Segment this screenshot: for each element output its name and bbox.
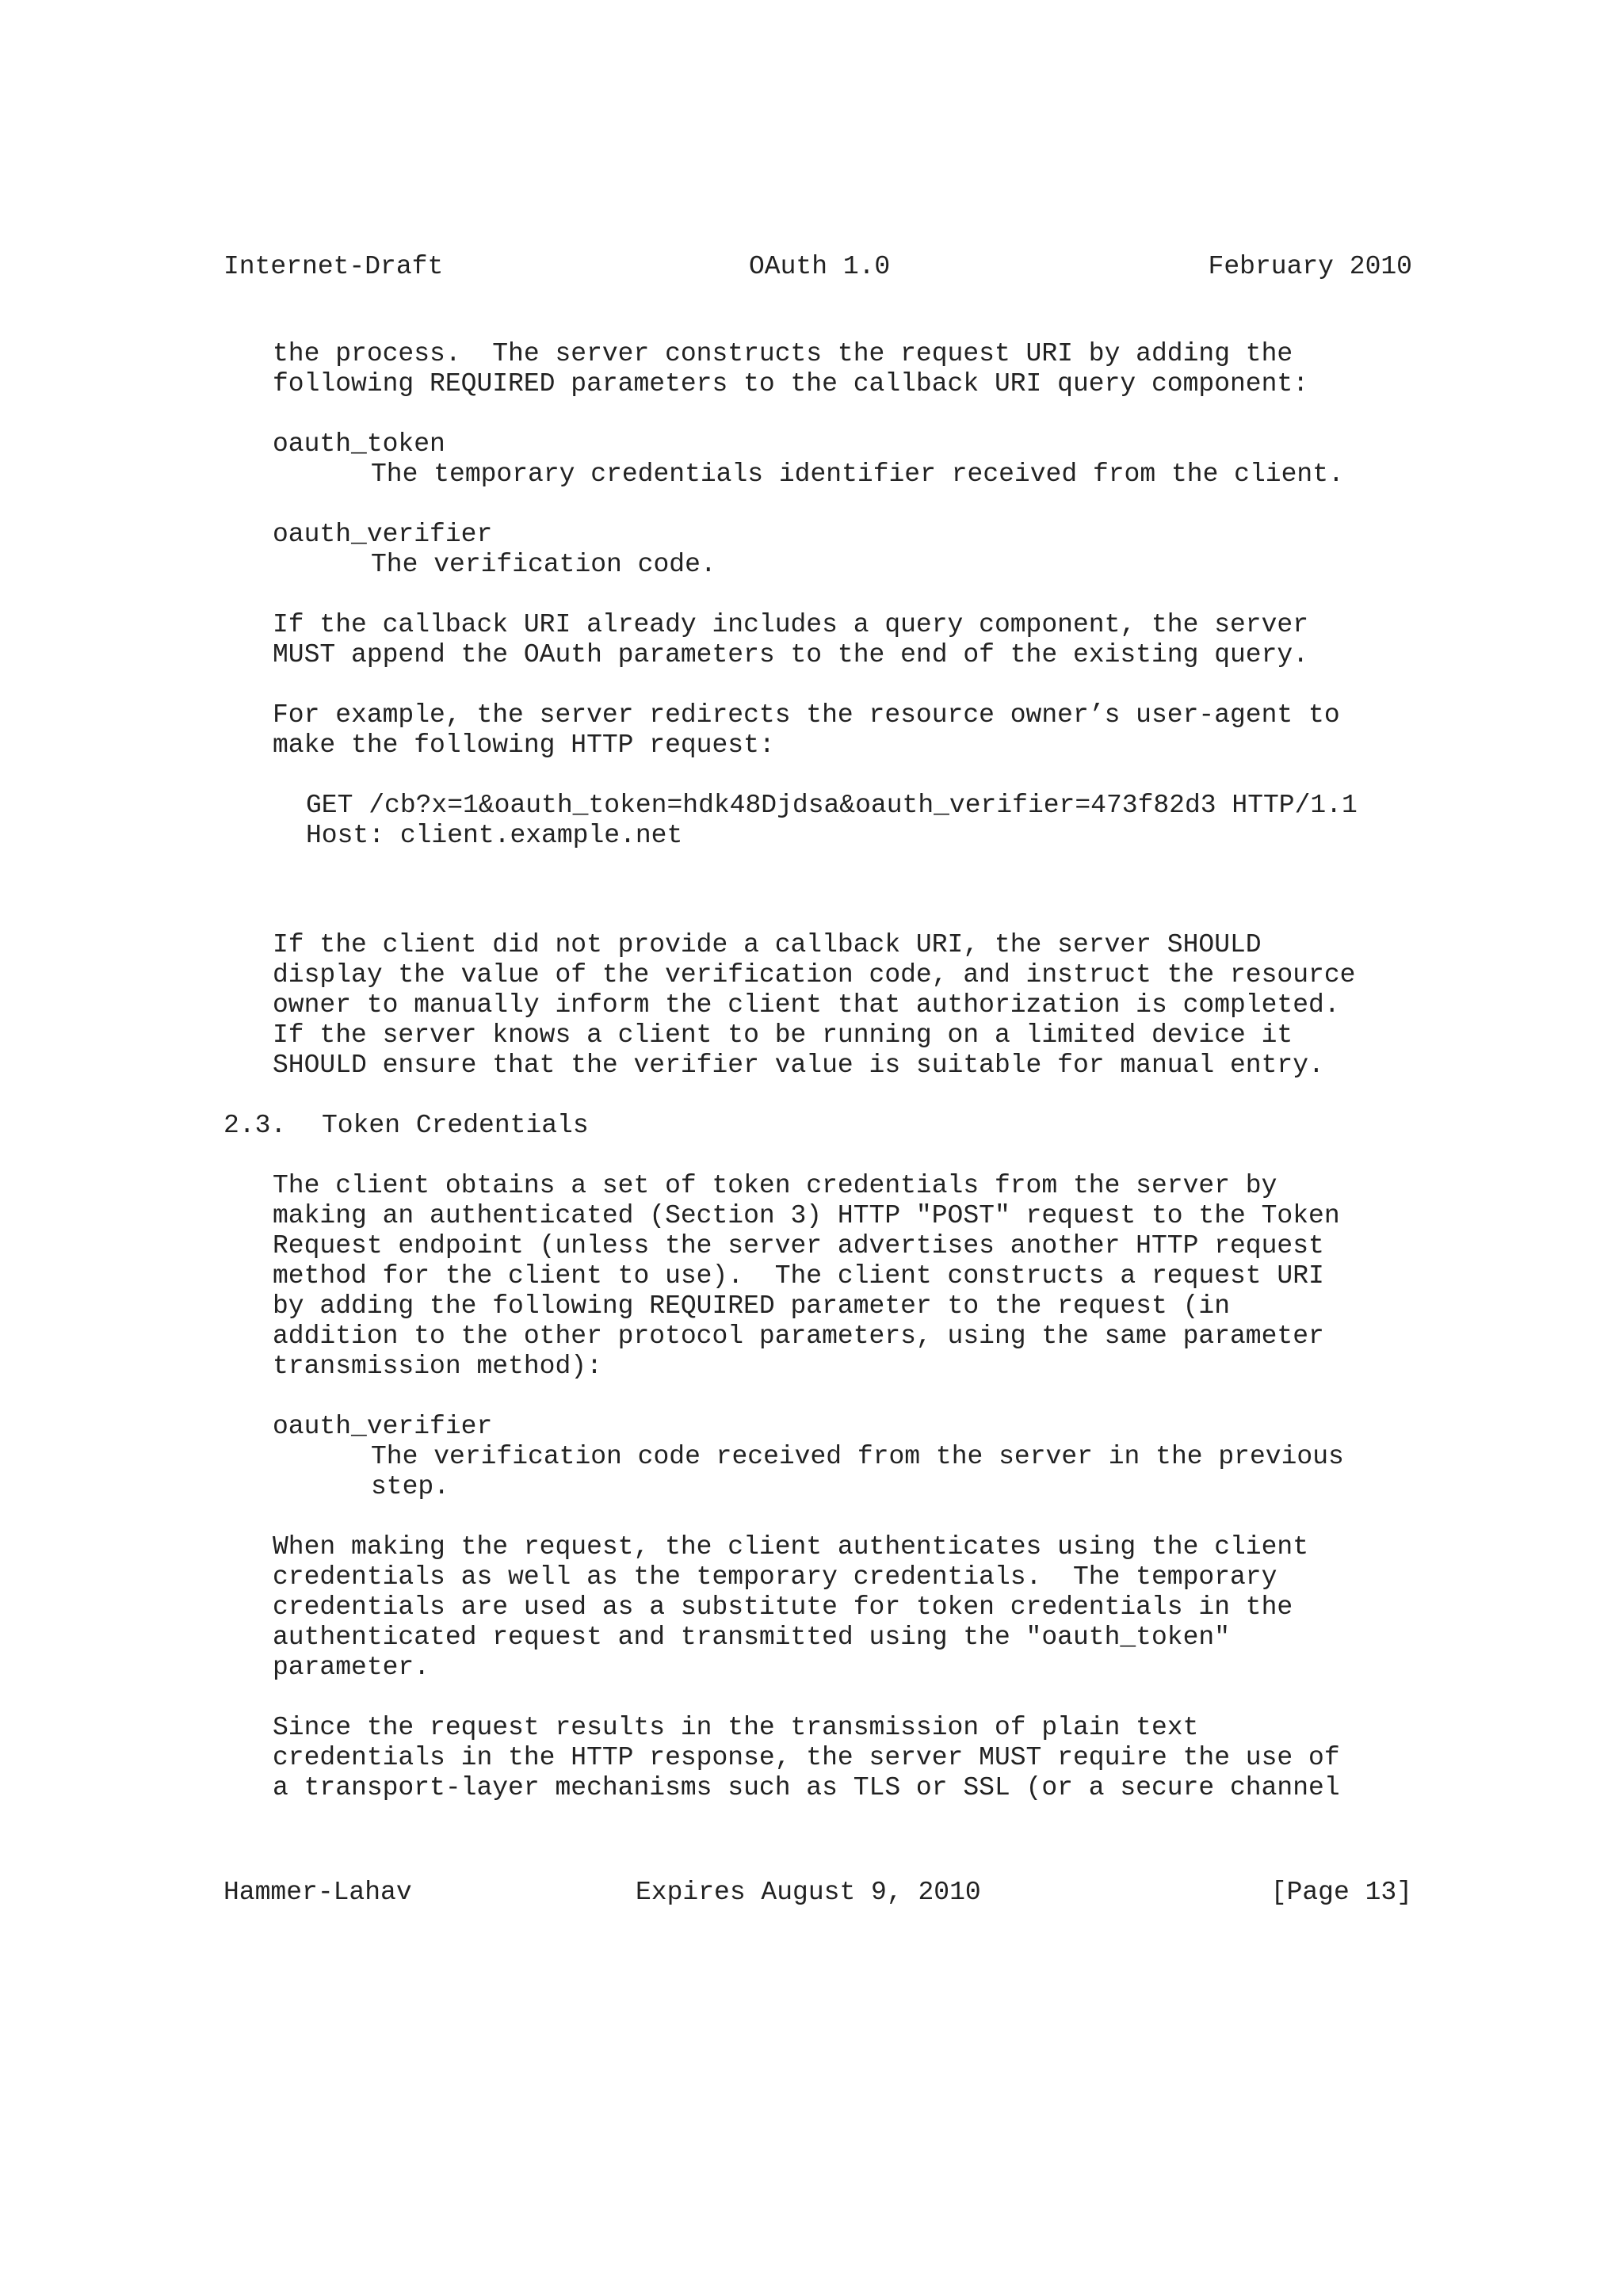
- no-callback-paragraph: If the client did not provide a callback URI, the server SHOULD display the value of the verification code, and instruct the resource owner to manually inform the client that authorization is completed. If the server knows a client to be running on a limited device it SHOULD ensure that the verifier value is suitable for manual entry.: [273, 930, 1356, 1080]
- section-number: 2.3.: [223, 1111, 287, 1140]
- param-def-oauth-verifier: The verification code.: [371, 550, 716, 579]
- auth-note-paragraph: When making the request, the client authenticates using the client credentials as well as the temporary credentials. The temporary credentials are used as a substitute for token credentials in the authenticated request and transmitted using the "oauth_token" parameter.: [273, 1532, 1309, 1682]
- page-body: [223, 339, 1428, 1833]
- param-def-oauth-token: The temporary credentials identifier received from the client.: [371, 460, 1344, 489]
- header-date: February 2010: [1208, 252, 1412, 281]
- footer-page-number: [Page 13]: [1270, 1878, 1412, 1907]
- footer-author: Hammer-Lahav: [223, 1878, 412, 1907]
- example-http-request: GET /cb?x=1&oauth_token=hdk48Djdsa&oauth_verifier=473f82d3 HTTP/1.1 Host: client.example.net: [306, 791, 1358, 850]
- example-intro-paragraph: For example, the server redirects the resource owner’s user-agent to make the following HTTP request:: [273, 700, 1340, 760]
- param-term-oauth-verifier-2: oauth_verifier: [273, 1412, 493, 1441]
- header-title: OAuth 1.0: [749, 252, 891, 281]
- param-term-oauth-verifier: oauth_verifier: [273, 520, 493, 549]
- param-def-oauth-verifier-2: The verification code received from the server in the previous step.: [371, 1442, 1344, 1501]
- security-note-paragraph: Since the request results in the transmission of plain text credentials in the HTTP response, the server MUST require the use of a transport-layer mechanisms such as TLS or SSL (or a secure channel: [273, 1713, 1340, 1802]
- page-header: [223, 249, 1412, 285]
- footer-expiry: Expires August 9, 2010: [636, 1878, 981, 1907]
- param-term-oauth-token: oauth_token: [273, 429, 445, 459]
- query-note-paragraph: If the callback URI already includes a query component, the server MUST append the OAuth parameters to the end of the existing query.: [273, 610, 1309, 669]
- intro-paragraph: the process. The server constructs the request URI by adding the following REQUIRED parameters to the callback URI query component:: [273, 339, 1309, 399]
- header-doc-type: Internet-Draft: [223, 252, 444, 281]
- page-footer: [223, 1875, 1412, 1911]
- section-heading: [223, 1111, 1428, 1141]
- section-title: Token Credentials: [322, 1111, 589, 1140]
- token-intro-paragraph: The client obtains a set of token credentials from the server by making an authenticated (Section 3) HTTP "POST" request to the Token Request endpoint (unless the server advertises another HTTP request method for the client to use). The client constructs a request URI by adding the following REQUIRED parameter to the request (in addition to the other protocol parameters, using the same parameter transmission method):: [273, 1171, 1340, 1381]
